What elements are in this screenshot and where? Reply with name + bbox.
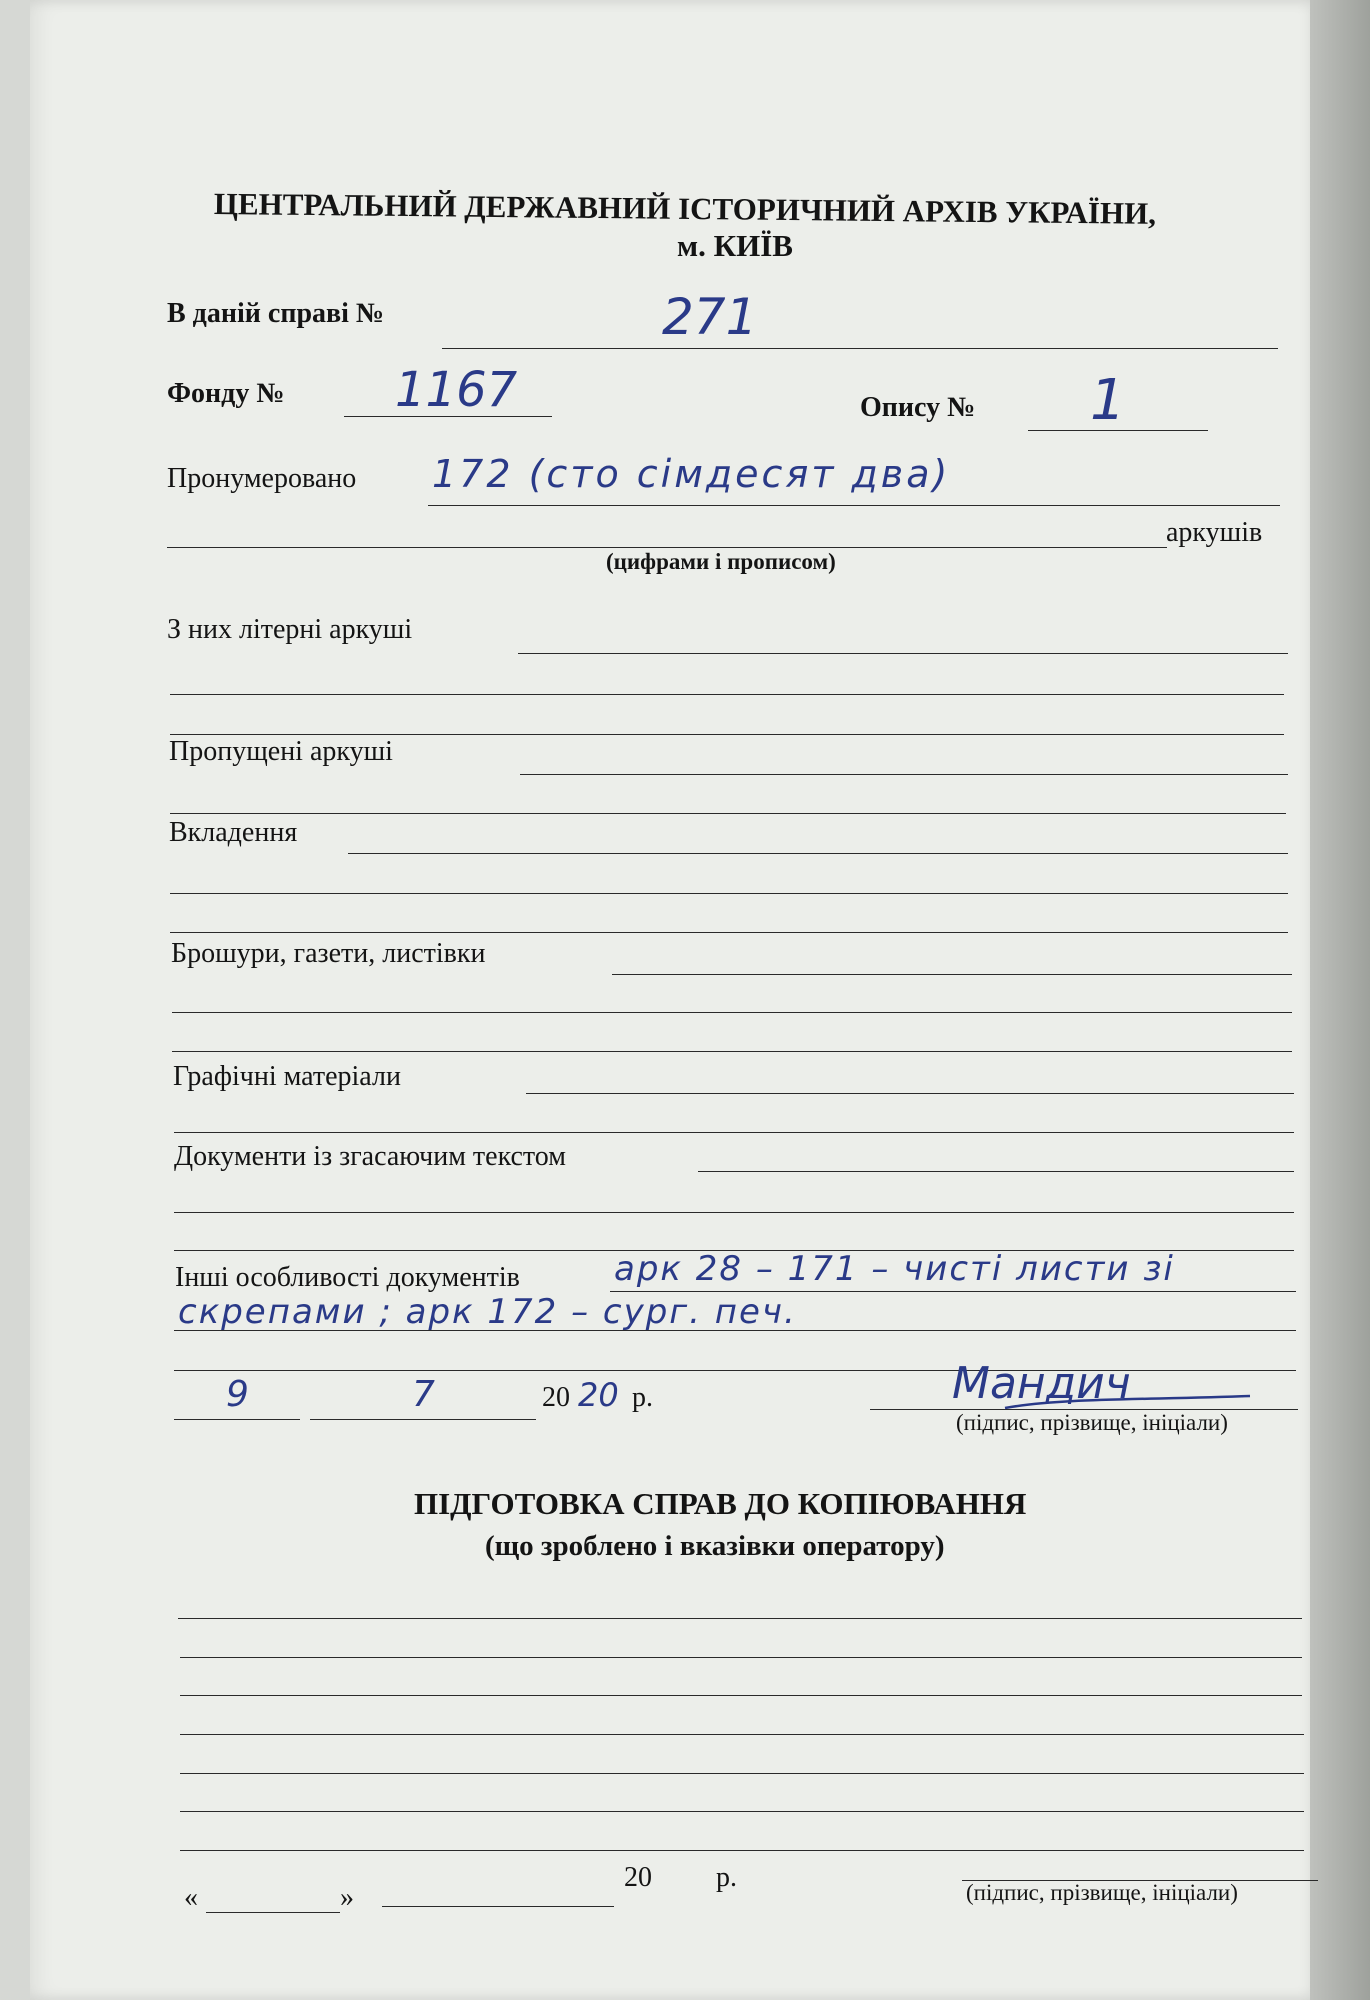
copying-line-1 xyxy=(178,1618,1302,1619)
case-number-label: В даній справі № xyxy=(167,298,385,329)
numbered-label: Пронумеровано xyxy=(167,463,357,494)
archive-title-line2: м. КИЇВ xyxy=(677,228,793,263)
footer-quote-open: « xyxy=(184,1882,198,1913)
copying-line-5 xyxy=(180,1773,1304,1774)
copying-line-4 xyxy=(180,1734,1304,1735)
case-number-line xyxy=(442,348,1278,349)
date-month-value: 7 xyxy=(412,1374,435,1415)
opys-label: Опису № xyxy=(860,392,976,423)
footer-signature-caption: (підпис, прізвище, ініціали) xyxy=(966,1880,1238,1905)
copying-line-3 xyxy=(180,1695,1302,1696)
copying-title: ПІДГОТОВКА СПРАВ ДО КОПІЮВАННЯ xyxy=(414,1486,1027,1521)
archive-title-line1: ЦЕНТРАЛЬНИЙ ДЕРЖАВНИЙ ІСТОРИЧНИЙ АРХІВ УКРАЇНИ, xyxy=(213,186,1157,231)
attachments-label: Вкладення xyxy=(169,817,298,848)
missed-sheets-label: Пропущені аркуші xyxy=(169,736,393,767)
missed-sheets-line-1 xyxy=(520,774,1288,775)
other-features-value-line1: арк 28 – 171 – чисті листи зі xyxy=(614,1249,1175,1289)
fond-label: Фонду № xyxy=(167,378,285,409)
attachments-line-1 xyxy=(348,853,1288,854)
case-number-value: 271 xyxy=(662,288,758,346)
copying-line-7 xyxy=(180,1850,1304,1851)
page-edge-shadow xyxy=(1310,0,1370,2000)
numbered-value: 172 (сто сімдесят два) xyxy=(432,452,951,496)
numbered-line-2 xyxy=(167,547,1167,548)
date-month-line xyxy=(310,1419,536,1420)
footer-quote-close: » xyxy=(340,1882,354,1913)
numbered-line-1 xyxy=(428,505,1280,506)
signature-caption: (підпис, прізвище, ініціали) xyxy=(956,1410,1228,1435)
attachments-line-2 xyxy=(170,893,1288,894)
graphics-line-1 xyxy=(526,1093,1294,1094)
footer-month-line xyxy=(382,1906,614,1907)
other-features-label: Інші особливості документів xyxy=(175,1262,520,1293)
brochures-line-2 xyxy=(172,1012,1292,1013)
fond-value: 1167 xyxy=(395,362,518,418)
other-features-value-line2: скрепами ; арк 172 – сург. печ. xyxy=(178,1292,797,1332)
graphics-label: Графічні матеріали xyxy=(173,1061,401,1092)
fading-text-line-1 xyxy=(698,1171,1294,1172)
date-year-unit: р. xyxy=(632,1382,653,1413)
footer-year-prefix: 20 xyxy=(624,1862,652,1893)
attachments-line-3 xyxy=(170,932,1288,933)
opys-value: 1 xyxy=(1090,368,1126,433)
numbered-suffix: аркушів xyxy=(1166,517,1263,548)
signature-value: Мандич xyxy=(952,1358,1131,1409)
copying-line-6 xyxy=(180,1811,1304,1812)
numbered-hint: (цифрами і прописом) xyxy=(606,549,836,574)
date-day-value: 9 xyxy=(226,1374,249,1415)
graphics-line-2 xyxy=(174,1132,1294,1133)
footer-year-unit: р. xyxy=(716,1862,737,1893)
date-day-line xyxy=(174,1419,300,1420)
copying-subtitle: (що зроблено і вказівки оператору) xyxy=(485,1530,945,1562)
letter-sheets-line-1 xyxy=(518,653,1288,654)
letter-sheets-line-2 xyxy=(170,694,1284,695)
brochures-line-1 xyxy=(612,974,1292,975)
brochures-label: Брошури, газети, листівки xyxy=(171,938,486,969)
footer-day-line xyxy=(206,1912,340,1913)
letter-sheets-line-3 xyxy=(170,734,1284,735)
letter-sheets-label: З них літерні аркуші xyxy=(167,614,413,645)
copying-line-2 xyxy=(180,1657,1302,1658)
date-year-suffix: 20 xyxy=(578,1376,619,1414)
missed-sheets-line-2 xyxy=(170,813,1286,814)
fading-text-line-2 xyxy=(174,1212,1294,1213)
brochures-line-3 xyxy=(172,1051,1292,1052)
fading-text-label: Документи із згасаючим текстом xyxy=(174,1141,566,1172)
date-year-prefix: 20 xyxy=(542,1382,570,1413)
